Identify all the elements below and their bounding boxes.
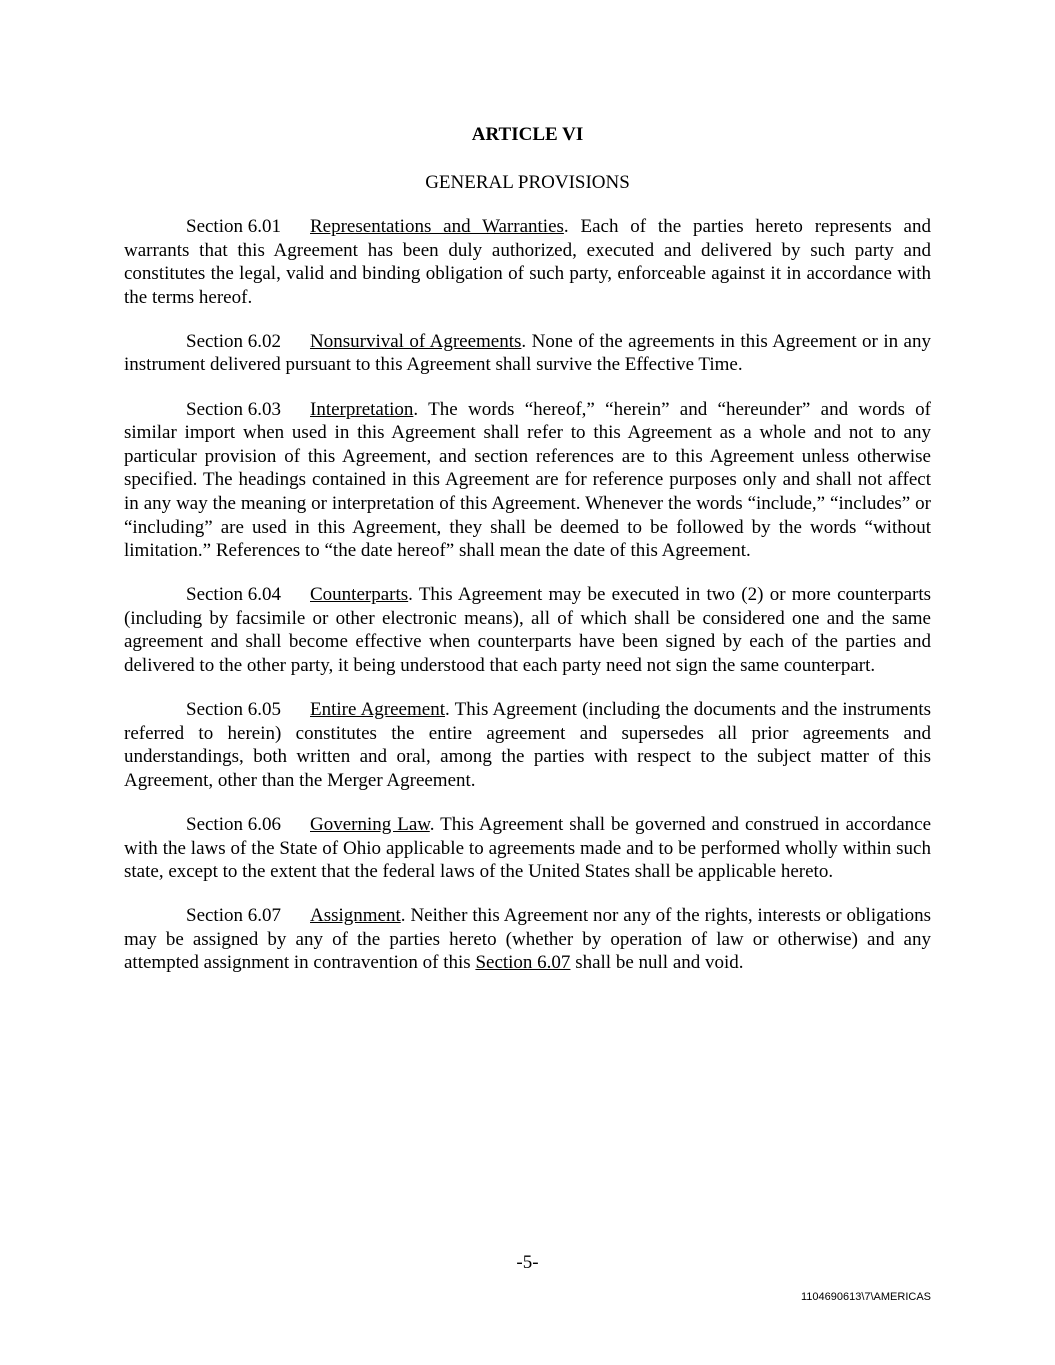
section-heading: Assignment [310, 905, 401, 927]
section-cross-reference: Section 6.07 [475, 952, 571, 974]
section-body: . Each of the parties hereto represents and warrants that this Agreement has been duly authorized, executed and delivered by such party and constitutes the legal, valid and binding obligation of such party, enforceable against it in accordance with the terms hereof. [124, 216, 931, 308]
section-number: Section 6.03 [186, 398, 281, 420]
article-title: ARTICLE VI [471, 124, 584, 145]
section-body: . This Agreement shall be governed and construed in accordance with the laws of the State of Ohio applicable to agreements made and to be performed wholly within such state, except to the extent that the federal laws of the United States shall be applicable hereto. [124, 813, 931, 883]
section-6-05 [124, 698, 931, 792]
section-body-tail: shall be null and void. [570, 952, 744, 974]
article-subtitle: GENERAL PROVISIONS [425, 172, 630, 193]
section-number: Section 6.07 [186, 905, 281, 927]
section-6-04 [124, 583, 931, 677]
section-heading: Nonsurvival of Agreements [310, 330, 522, 352]
section-6-01 [124, 215, 931, 309]
section-6-07 [124, 904, 931, 975]
document-page [124, 123, 931, 996]
section-body: . The words “hereof,” “herein” and “hereunder” and words of similar import when used in this Agreement shall refer to this Agreement as a whole and not to any particular provision of this Agreement, and section references are to this Agreement unless otherwise specified. The headings contained in this Agreement are for reference purposes only and shall not affect in any way the meaning or interpretation of this Agreement. Whenever the words “include,” “includes” or “including” are used in this Agreement, they shall be deemed to be followed by the words “without limitation.” References to “the date hereof” shall mean the date of this Agreement. [124, 398, 931, 562]
section-number: Section 6.06 [186, 813, 281, 835]
section-heading: Interpretation [310, 398, 414, 420]
section-number: Section 6.02 [186, 330, 281, 352]
section-body: . This Agreement may be executed in two (2) or more counterparts (including by facsimile or other electronic means), all of which shall be considered one and the same agreement and shall become effective when counterparts have been signed by each of the parties and delivered to the other party, it being understood that each party need not sign the same counterpart. [124, 584, 931, 676]
section-heading: Entire Agreement [310, 699, 445, 721]
section-body: . This Agreement (including the documents and the instruments referred to herein) constitutes the entire agreement and supersedes all prior agreements and understandings, both written and oral, among the parties with respect to the subject matter of this Agreement, other than the Merger Agreement. [124, 699, 932, 791]
page-number: -5- [516, 1252, 539, 1273]
section-heading: Governing Law [310, 813, 430, 835]
section-6-02 [124, 330, 931, 377]
section-6-03 [124, 398, 931, 563]
section-6-06 [124, 813, 931, 884]
section-number: Section 6.05 [186, 699, 281, 721]
section-body: . None of the agreements in this Agreement or in any instrument delivered pursuant to this Agreement shall survive the Effective Time. [124, 330, 931, 376]
section-number: Section 6.01 [186, 216, 281, 237]
section-heading: Counterparts [310, 584, 409, 606]
document-id: 1104690613\7\AMERICAS [800, 1291, 931, 1303]
section-body: . Neither this Agreement nor any of the rights, interests or obligations may be assigned by any of the parties hereto (whether by operation of law or otherwise) and any attempted assignment in contravention of this [124, 905, 931, 974]
section-number: Section 6.04 [186, 584, 281, 606]
section-heading: Representations and Warranties [310, 216, 564, 237]
